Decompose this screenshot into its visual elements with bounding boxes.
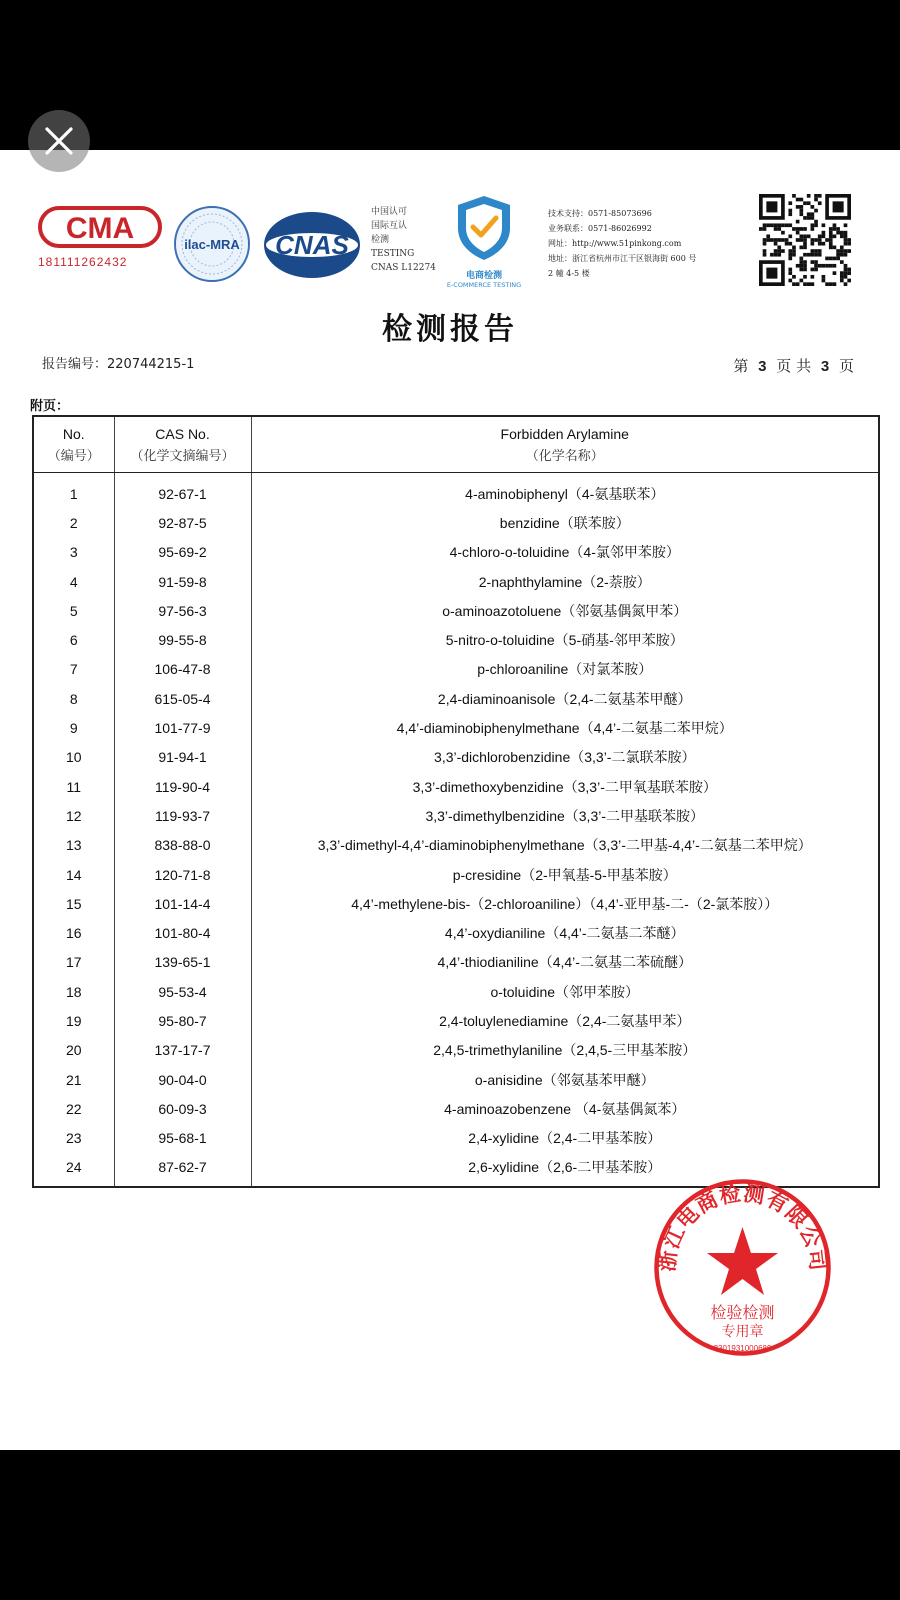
report-header xyxy=(0,150,900,300)
row-name: 3,3’-dimethyl-4,4’-diaminobiphenylmethane（3,3’-二甲基-4,4’-二氨基二苯甲烷） xyxy=(317,837,812,854)
contact-line: 网址：http://www.51pinkong.com xyxy=(548,239,682,248)
table-row xyxy=(33,625,879,654)
row-name: p-cresidine（2-甲氧基-5-甲基苯胺） xyxy=(452,866,677,883)
table-row xyxy=(33,1036,879,1065)
appendix-label: 附页： xyxy=(30,399,70,414)
row-name: 2,4-xylidine（2,4-二甲基苯胺） xyxy=(468,1130,662,1147)
row-name: 4,4’-methylene-bis-（2-chloroaniline）（4,4’-亚甲基-二-（2-氯苯胺）） xyxy=(351,895,779,912)
table-row xyxy=(33,473,879,509)
page-current: 3 xyxy=(758,358,767,375)
table-row xyxy=(33,948,879,977)
shield-sub: E-COMMERCE TESTING xyxy=(446,281,522,289)
row-no: 16 xyxy=(33,918,114,947)
row-cas: 119-93-7 xyxy=(114,801,251,830)
row-no: 2 xyxy=(33,508,114,537)
row-name: o-toluidine（邻甲苯胺） xyxy=(490,983,640,1000)
row-cas: 101-80-4 xyxy=(114,918,251,947)
accreditation-text xyxy=(371,205,436,275)
header-en: CAS No. xyxy=(155,425,210,442)
row-name: 2,4,5-trimethylaniline（2,4,5-三甲基苯胺） xyxy=(433,1042,697,1059)
report-number-label: 报告编号： xyxy=(42,357,108,372)
seal-star-icon xyxy=(707,1227,778,1295)
header-no xyxy=(33,416,114,473)
row-name: 3,3’-dimethoxybenzidine（3,3’-二甲氧基联苯胺） xyxy=(412,778,717,795)
table-row xyxy=(33,977,879,1006)
row-cas: 87-62-7 xyxy=(114,1153,251,1187)
table-row xyxy=(33,538,879,567)
row-no: 23 xyxy=(33,1124,114,1153)
row-cas: 91-59-8 xyxy=(114,567,251,596)
cma-logo xyxy=(38,205,162,269)
shield-label: 电商检测 xyxy=(465,271,502,281)
row-no: 15 xyxy=(33,889,114,918)
arylamine-table xyxy=(32,415,880,1188)
seal-code: 3301931000689 xyxy=(713,1344,772,1353)
table-row xyxy=(33,918,879,947)
contact-line: 地址：浙江省杭州市江干区银海街 600 号 xyxy=(548,254,697,263)
row-no: 24 xyxy=(33,1153,114,1187)
cma-number: 181111262432 xyxy=(38,255,128,269)
row-cas: 95-53-4 xyxy=(114,977,251,1006)
row-no: 22 xyxy=(33,1094,114,1123)
table-row xyxy=(33,1006,879,1035)
row-cas: 95-69-2 xyxy=(114,538,251,567)
row-no: 1 xyxy=(33,473,114,509)
row-cas: 838-88-0 xyxy=(114,831,251,860)
ilac-logo-text: ilac-MRA xyxy=(184,237,240,252)
row-cas: 615-05-4 xyxy=(114,684,251,713)
close-icon xyxy=(44,126,74,156)
row-no: 4 xyxy=(33,567,114,596)
row-name: benzidine（联苯胺） xyxy=(499,514,630,531)
header-cn: （编号） xyxy=(47,447,100,463)
cnas-logo xyxy=(262,210,362,280)
table-row xyxy=(33,567,879,596)
row-no: 21 xyxy=(33,1065,114,1094)
cert-line: CNAS L12274 xyxy=(371,263,436,273)
row-cas: 99-55-8 xyxy=(114,625,251,654)
row-name: p-chloroaniline（对氯苯胺） xyxy=(477,661,653,678)
row-cas: 106-47-8 xyxy=(114,655,251,684)
header-cn: （化学名称） xyxy=(525,447,604,463)
row-name: 5-nitro-o-toluidine（5-硝基-邻甲苯胺） xyxy=(445,632,684,649)
table-row xyxy=(33,772,879,801)
seal-line2: 专用章 xyxy=(721,1324,764,1340)
page-mid: 页 共 xyxy=(776,357,812,375)
ilac-mra-logo xyxy=(172,204,252,284)
table-row xyxy=(33,596,879,625)
cert-line: 检测 xyxy=(371,235,390,245)
header-name xyxy=(251,416,879,473)
row-name: o-anisidine（邻氨基苯甲醚） xyxy=(474,1071,655,1088)
header-en: No. xyxy=(62,425,85,442)
row-no: 6 xyxy=(33,625,114,654)
report-number xyxy=(42,353,194,372)
cnas-logo-text: CNAS xyxy=(275,230,349,260)
seal-line1: 检验检测 xyxy=(710,1303,775,1322)
row-cas: 95-68-1 xyxy=(114,1124,251,1153)
table-row xyxy=(33,743,879,772)
contact-info xyxy=(548,206,696,281)
row-cas: 92-67-1 xyxy=(114,473,251,509)
row-cas: 95-80-7 xyxy=(114,1006,251,1035)
shield-icon xyxy=(438,192,530,264)
row-name: 2-naphthylamine（2-萘胺） xyxy=(478,573,651,590)
ecommerce-testing-logo xyxy=(438,192,530,289)
contact-line: 业务联系：0571-86026992 xyxy=(548,224,652,233)
row-cas: 91-94-1 xyxy=(114,743,251,772)
row-name: 4,4’-oxydianiline（4,4’-二氨基二苯醚） xyxy=(444,925,685,942)
row-no: 7 xyxy=(33,655,114,684)
row-no: 13 xyxy=(33,831,114,860)
contact-line: 技术支持：0571-85073696 xyxy=(548,209,652,218)
row-name: 2,6-xylidine（2,6-二甲基苯胺） xyxy=(468,1159,662,1176)
row-cas: 101-14-4 xyxy=(114,889,251,918)
row-no: 14 xyxy=(33,860,114,889)
row-cas: 120-71-8 xyxy=(114,860,251,889)
row-no: 8 xyxy=(33,684,114,713)
cma-logo-text: CMA xyxy=(65,212,135,245)
row-no: 3 xyxy=(33,538,114,567)
report-number-value: 220744215-1 xyxy=(107,357,195,372)
page-indicator xyxy=(733,355,854,376)
page-prefix: 第 xyxy=(733,357,749,375)
row-name: 4-aminobiphenyl（4-氨基联苯） xyxy=(465,485,665,502)
row-cas: 101-77-9 xyxy=(114,713,251,742)
cma-mark xyxy=(38,205,162,249)
row-no: 5 xyxy=(33,596,114,625)
seal-company: 浙江电商检测有限公司 xyxy=(654,1181,831,1273)
table-row xyxy=(33,1124,879,1153)
row-no: 20 xyxy=(33,1036,114,1065)
row-name: o-aminoazotoluene（邻氨基偶氮甲苯） xyxy=(442,602,688,619)
table-row xyxy=(33,831,879,860)
table-row xyxy=(33,860,879,889)
row-no: 18 xyxy=(33,977,114,1006)
table-row xyxy=(33,655,879,684)
table-header-row xyxy=(33,416,879,473)
row-no: 10 xyxy=(33,743,114,772)
header-cn: （化学文摘编号） xyxy=(130,447,235,463)
header-cas xyxy=(114,416,251,473)
contact-line: 2 幢 4-5 楼 xyxy=(548,269,590,278)
qr-code[interactable] xyxy=(759,194,851,286)
cert-line: 中国认可 xyxy=(371,207,408,217)
table-row xyxy=(33,1065,879,1094)
report-page xyxy=(0,150,900,1450)
table-row xyxy=(33,713,879,742)
close-button[interactable] xyxy=(28,110,90,172)
row-cas: 119-90-4 xyxy=(114,772,251,801)
table-row xyxy=(33,1094,879,1123)
table-row xyxy=(33,508,879,537)
row-cas: 139-65-1 xyxy=(114,948,251,977)
row-name: 2,4-toluylenediamine（2,4-二氨基甲苯） xyxy=(439,1012,691,1029)
row-name: 3,3’-dimethylbenzidine（3,3’-二甲基联苯胺） xyxy=(425,807,705,824)
cert-line: TESTING xyxy=(371,249,415,259)
row-name: 4-chloro-o-toluidine（4-氯邻甲苯胺） xyxy=(449,544,680,561)
row-no: 19 xyxy=(33,1006,114,1035)
row-name: 4,4’-thiodianiline（4,4’-二氨基二苯硫醚） xyxy=(437,954,692,971)
row-cas: 92-87-5 xyxy=(114,508,251,537)
row-no: 12 xyxy=(33,801,114,830)
row-no: 17 xyxy=(33,948,114,977)
table-row xyxy=(33,684,879,713)
page-total: 3 xyxy=(820,358,830,375)
row-name: 3,3’-dichlorobenzidine（3,3’-二氯联苯胺） xyxy=(434,749,696,766)
row-name: 2,4-diaminoanisole（2,4-二氨基苯甲醚） xyxy=(437,690,692,707)
report-title: 检测报告 xyxy=(382,312,518,347)
row-cas: 90-04-0 xyxy=(114,1065,251,1094)
row-cas: 97-56-3 xyxy=(114,596,251,625)
row-no: 9 xyxy=(33,713,114,742)
official-seal xyxy=(650,1175,835,1360)
cert-line: 国际互认 xyxy=(371,221,408,231)
row-cas: 60-09-3 xyxy=(114,1094,251,1123)
table-row xyxy=(33,889,879,918)
row-cas: 137-17-7 xyxy=(114,1036,251,1065)
page-suffix: 页 xyxy=(838,357,854,375)
header-en: Forbidden Arylamine xyxy=(500,425,629,442)
row-name: 4-aminoazobenzene （4-氨基偶氮苯） xyxy=(444,1100,686,1117)
row-no: 11 xyxy=(33,772,114,801)
table-row xyxy=(33,801,879,830)
row-name: 4,4’-diaminobiphenylmethane（4,4’-二氨基二苯甲烷） xyxy=(396,720,733,737)
